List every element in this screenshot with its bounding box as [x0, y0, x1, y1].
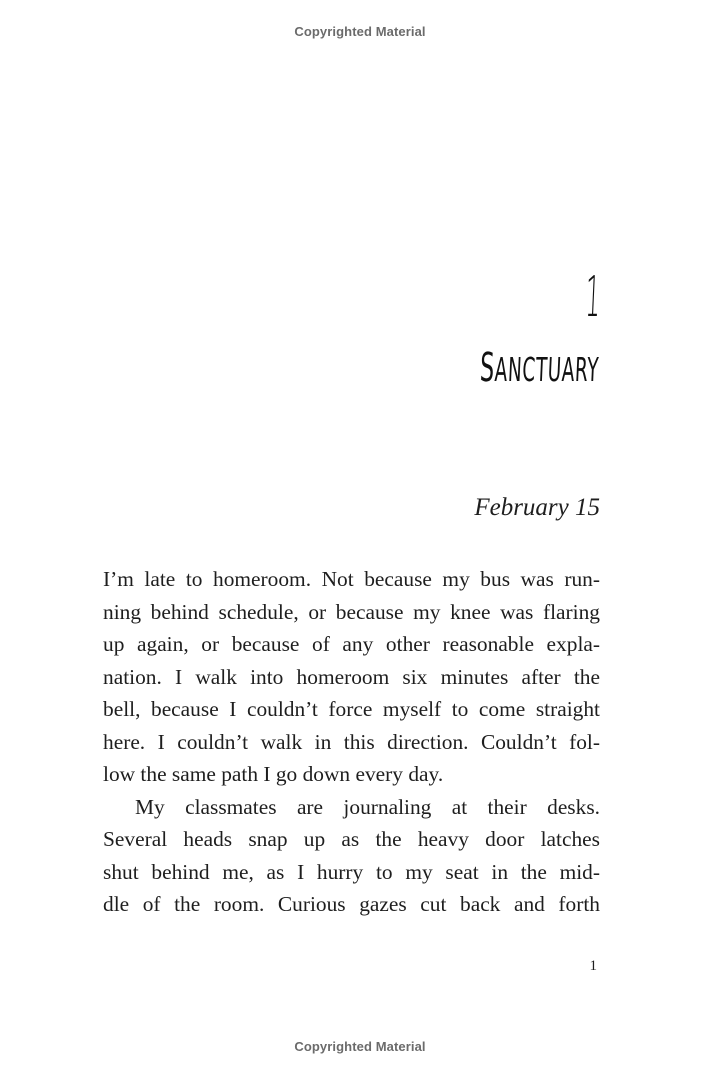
- chapter-title-initial: S: [479, 345, 496, 391]
- page-number: 1: [589, 958, 597, 974]
- chapter-title: [479, 345, 600, 391]
- text-line: low the same path I go down every day.: [103, 762, 444, 786]
- text-line: Several heads snap up as the heavy door latches: [103, 827, 600, 851]
- journal-date: February 15: [474, 494, 600, 521]
- copyright-notice-bottom: Copyrighted Material: [294, 1039, 426, 1054]
- text-line: here. I couldn’t walk in this direction. Couldn’t fol-: [103, 729, 600, 754]
- text-line: nation. I walk into homeroom six minutes after the: [103, 664, 600, 689]
- text-line: shut behind me, as I hurry to my seat in the mid-: [103, 859, 600, 884]
- chapter-number: 1: [584, 265, 603, 330]
- text-line: bell, because I couldn’t force myself to come straight: [103, 697, 600, 721]
- copyright-notice-top: Copyrighted Material: [294, 24, 426, 39]
- text-line: ning behind schedule, or because my knee was flaring: [103, 599, 600, 624]
- text-line: dle of the room. Curious gazes cut back and forth: [103, 892, 600, 916]
- text-line: I’m late to homeroom. Not because my bus was run-: [103, 567, 600, 591]
- body-text: [103, 563, 600, 921]
- paragraph-2: [103, 791, 600, 921]
- text-line: up again, or because of any other reasonable expla-: [103, 632, 600, 656]
- paragraph-1: [103, 563, 600, 791]
- text-line: My classmates are journaling at their desks.: [135, 794, 600, 819]
- chapter-title-rest: ANCTUARY: [494, 350, 600, 389]
